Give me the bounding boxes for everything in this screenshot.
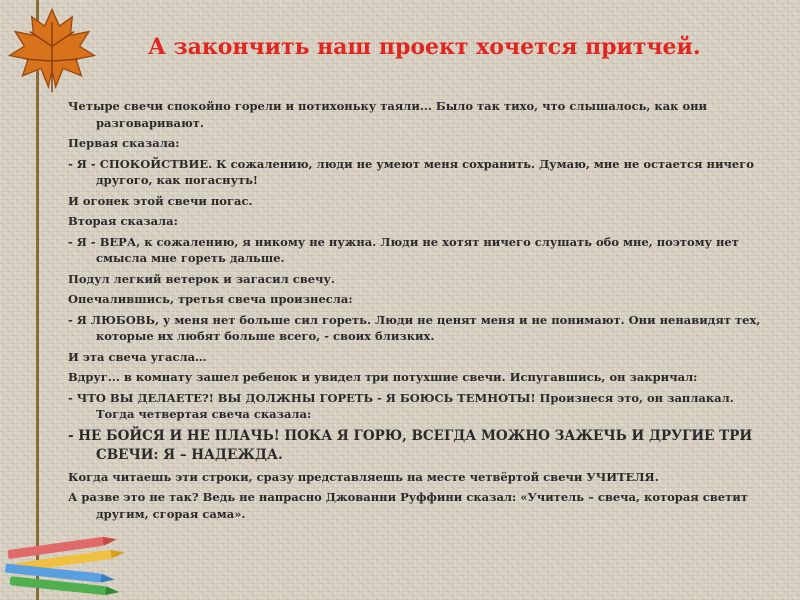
paragraph: Четыре свечи спокойно горели и потихоньку таяли... Было так тихо, что слышалось, как они разговаривают. xyxy=(68,99,708,130)
paragraph: - Я - СПОКОЙСТВИЕ. К сожалению, люди не умеют меня сохранить. Думаю, мне не остается ничего другого, как погаснуть! xyxy=(68,156,754,187)
paragraph: - Я ЛЮБОВЬ, у меня нет больше сил гореть. Люди не ценят меня и не понимают. Они ненавидят тех, которые их любят больше всего, - своих близких. xyxy=(68,312,761,343)
autumn-leaf-icon xyxy=(6,4,98,96)
paragraph: И эта свеча угасла… xyxy=(68,349,207,364)
page-title: А закончить наш проект хочется притчей. xyxy=(148,34,701,60)
paragraph: Вдруг... в комнату зашел ребенок и увидел три потухшие свечи. Испугавшись, он закричал: xyxy=(68,370,698,384)
paragraph: Подул легкий ветерок и загасил свечу. xyxy=(68,271,335,286)
paragraph: И огонек этой свечи погас. xyxy=(68,193,253,208)
paragraph: Первая сказала: xyxy=(68,136,180,150)
paragraph: - ЧТО ВЫ ДЕЛАЕТЕ?! ВЫ ДОЛЖНЫ ГОРЕТЬ - Я БОЮСЬ ТЕМНОТЫ! Произнеся это, он заплакал. Тогда четвертая свеча сказала: xyxy=(68,390,734,421)
paragraph: Когда читаешь эти строки, сразу представляешь на месте четвёртой свечи УЧИТЕЛЯ. xyxy=(68,469,659,484)
crayons-icon xyxy=(2,532,132,598)
paragraph: - Я - ВЕРА, к сожалению, я никому не нужна. Люди не хотят ничего слушать обо мне, поэтому нет смысла мне гореть дальше. xyxy=(68,234,739,265)
paragraph: Опечалившись, третья свеча произнесла: xyxy=(68,292,353,306)
paragraph: А разве это не так? Ведь не напрасно Джованни Руффини сказал: «Учитель – свеча, которая светит другим, сгорая сама». xyxy=(68,490,748,521)
parable-text xyxy=(68,98,776,526)
paragraph: Вторая сказала: xyxy=(68,214,178,228)
paragraph: - НЕ БОЙСЯ И НЕ ПЛАЧЬ! ПОКА Я ГОРЮ, ВСЕГДА МОЖНО ЗАЖЕЧЬ И ДРУГИЕ ТРИ СВЕЧИ: Я – НАДЕЖДА. xyxy=(68,427,753,463)
